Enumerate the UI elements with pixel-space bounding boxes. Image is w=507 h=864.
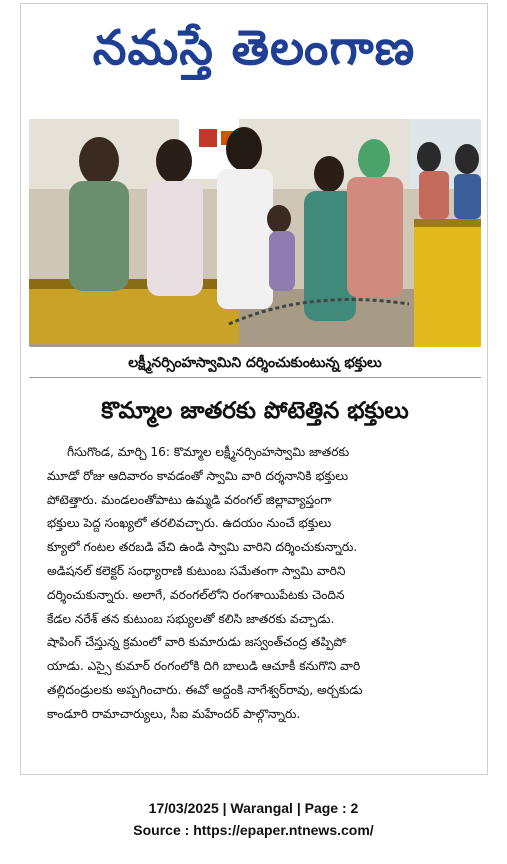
article-body bbox=[47, 441, 485, 727]
body-line: క్యూలో గంటల తరబడి వేచి ఉండి స్వామి వారిని దర్శించుకున్నారు. bbox=[47, 540, 358, 555]
body-line: షాపింగ్ చేస్తున్న క్రమంలో వారి కుమారుడు జస్వంత్‌చంద్ర తప్పిపో bbox=[47, 635, 346, 650]
body-line: కాండూరి రామాచార్యులు, సీఐ మహేందర్ పాల్గొన్నారు. bbox=[47, 706, 301, 721]
footer-date-line: 17/03/2025 | Warangal | Page : 2 bbox=[148, 800, 359, 816]
body-line: పోటెత్తారు. మండలంతోపాటు ఉమ్మడి వరంగల్ జిల్లావ్యాప్తంగా bbox=[47, 492, 332, 507]
masthead bbox=[21, 4, 487, 104]
news-photo bbox=[29, 119, 481, 347]
masthead-title: నమస్తే తెలంగాణ bbox=[92, 20, 416, 76]
footer-source-line: Source : https://epaper.ntnews.com/ bbox=[133, 822, 374, 838]
article-headline: కొమ్మాల జాతరకు పోటెత్తిన భక్తులు bbox=[101, 398, 409, 424]
body-line: భక్తులు పెద్ద సంఖ్యలో తరలివచ్చారు. ఉదయం నుంచే భక్తులు bbox=[47, 516, 332, 531]
photo-caption: లక్ష్మీనర్సింహస్వామిని దర్శించుకుంటున్న భక్తులు bbox=[29, 351, 481, 378]
body-line: దర్శించుకున్నారు. అలాగే, వరంగల్‌లోని రంగశాయిపేటకు చెందిన bbox=[47, 587, 345, 602]
news-clipping bbox=[20, 3, 488, 775]
body-line: కేడల నరేశ్ తన కుటుంబ సభ్యులతో కలిసి జాతరకు వచ్చాడు. bbox=[47, 611, 335, 626]
body-line: గీసుగొండ, మార్చి 16: కొమ్మాల లక్ష్మీనర్సింహస్వామి జాతరకు bbox=[67, 445, 350, 459]
body-line: యాడు. ఎస్సై కుమార్ రంగంలోకి దిగి బాలుడి ఆచూకీ కనుగొని వారి bbox=[47, 659, 361, 674]
body-line: తల్లిదండ్రులకు అప్పగించారు. ఈవో అద్దంకి నాగేశ్వర్‌రావు, అర్చకుడు bbox=[47, 682, 363, 697]
body-line: మూడో రోజు ఆదివారం కావడంతో స్వామి వారి దర్శనానికి భక్తులు bbox=[47, 468, 349, 483]
body-line: అడిషనల్ కలెక్టర్ సంధ్యారాణి కుటుంబ సమేతంగా స్వామి వారిని bbox=[47, 563, 346, 578]
